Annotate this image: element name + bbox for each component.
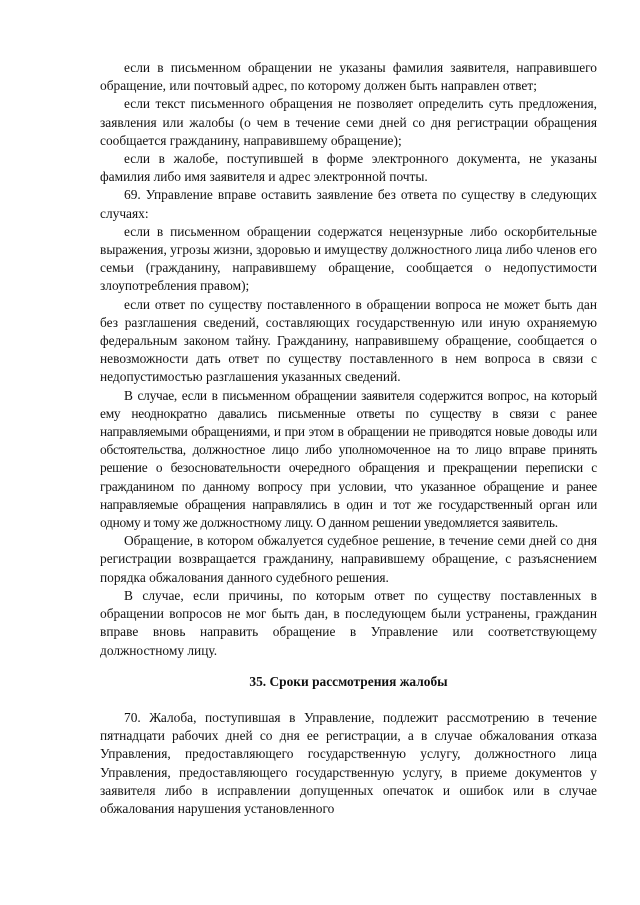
paragraph: если в письменном обращении содержатся нецензурные либо оскорбительные выражения, угрозы жизни, здоровью и имуществу должностного лица либо членов его семьи (гражданину, направившему обращение, сообщается о недопустимости злоупотребления правом); bbox=[100, 223, 597, 294]
paragraph: 70. Жалоба, поступившая в Управление, подлежит рассмотрению в течение пятнадцати рабочих дней со дня ее регистрации, а в случае обжалования отказа Управления, предоставляющего государственную услугу, должностного лица Управления, предоставляющего государственную услугу, в приеме документов у заявителя либо в исправлении допущенных опечаток и ошибок или в случае обжалования нарушения установленного bbox=[100, 709, 597, 816]
paragraph: если в письменном обращении не указаны фамилия заявителя, направившего обращение, или почтовый адрес, по которому должен быть направлен ответ; bbox=[100, 60, 597, 94]
paragraph: если текст письменного обращения не позволяет определить суть предложения, заявления или жалобы (о чем в течение семи дней со дня регистрации обращения сообщается гражданину, направившему обращение); bbox=[100, 96, 597, 148]
paragraph: 69. Управление вправе оставить заявление без ответа по существу в следующих случаях: bbox=[100, 187, 597, 221]
paragraph: если в жалобе, поступившей в форме электронного документа, не указаны фамилия либо имя заявителя и адрес электронной почты. bbox=[100, 151, 597, 185]
paragraph: В случае, если в письменном обращении заявителя содержится вопрос, на который ему неоднократно давались письменные ответы по существу в связи с ранее направляемыми обращениями, и при этом в обращении не приводятся новые доводы или обстоятельства, должностное лицо либо уполномоченное на то лицо вправе принять решение о безосновательности очередного обращения и прекращении переписки с гражданином по данному вопросу при условии, что указанное обращение и ранее направляемые обращения направлялись в один и тот же государственный орган или одному и тому же должностному лицу. О данном решении уведомляется заявитель. bbox=[100, 387, 597, 531]
paragraph: В случае, если причины, по которым ответ по существу поставленных в обращении вопросов не мог быть дан, в последующем были устранены, гражданин вправе вновь направить обращение в Управление или соответствующему должностному лицу. bbox=[100, 587, 597, 658]
paragraph: если ответ по существу поставленного в обращении вопроса не может быть дан без разглашения сведений, составляющих государственную или иную охраняемую федеральным законом тайну. Гражданину, направившему обращение, сообщается о невозможности дать ответ по существу поставленного в нем вопроса в связи с недопустимостью разглашения указанных сведений. bbox=[100, 296, 597, 385]
document-body bbox=[100, 59, 597, 818]
paragraph: Обращение, в котором обжалуется судебное решение, в течение семи дней со дня регистрации возвращается гражданину, направившему обращение, с разъяснением порядка обжалования данного судебного решения. bbox=[100, 533, 597, 585]
section-heading: 35. Сроки рассмотрения жалобы bbox=[249, 673, 448, 689]
